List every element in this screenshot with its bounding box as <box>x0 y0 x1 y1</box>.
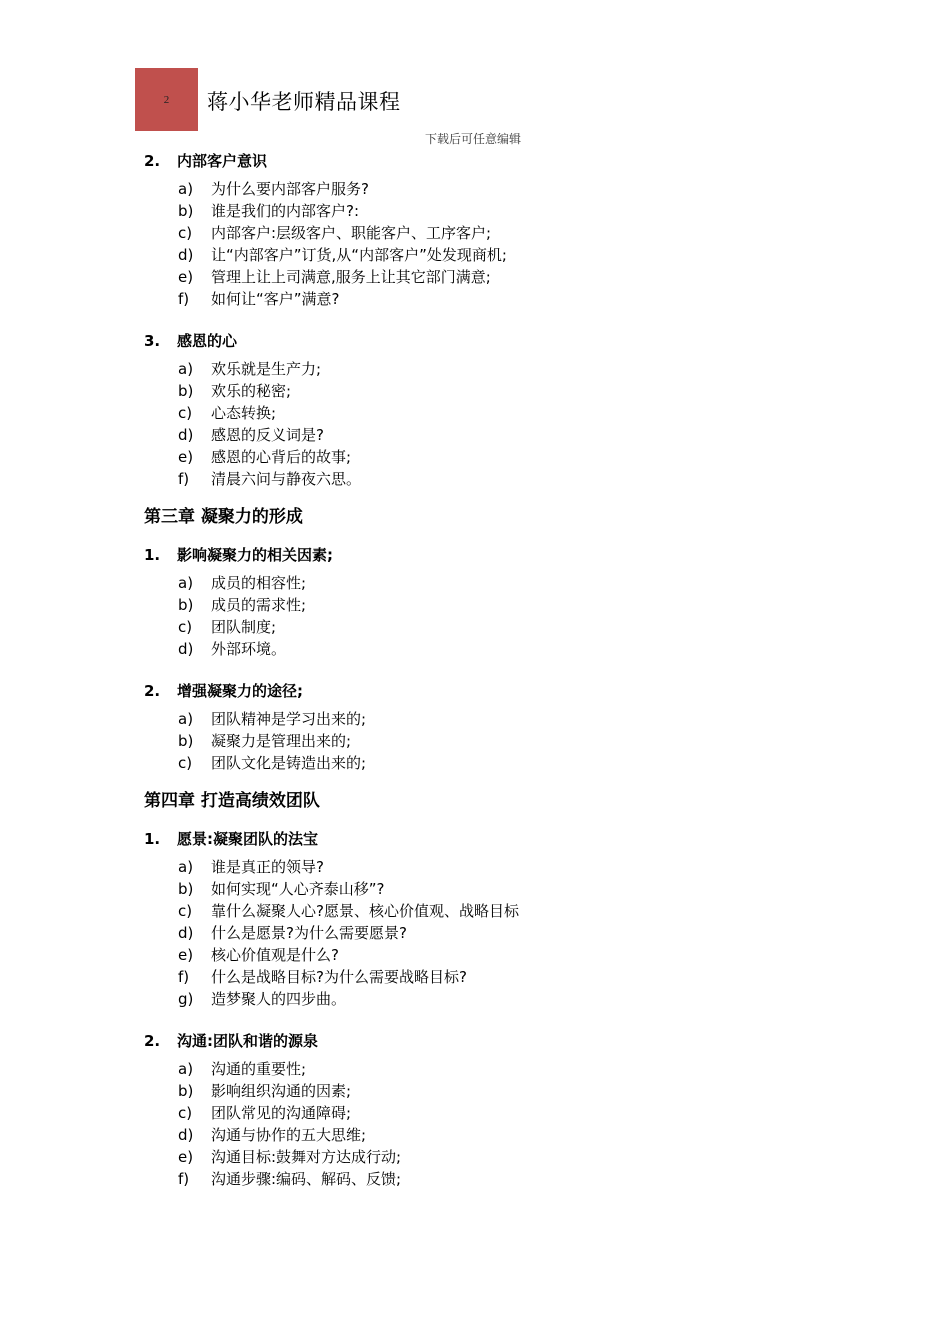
item-text: 团队精神是学习出来的; <box>211 710 367 728</box>
section-number: 1. <box>144 546 161 564</box>
section <box>144 330 864 490</box>
list-item <box>178 900 864 922</box>
item-marker: f) <box>178 470 190 488</box>
list-item <box>178 380 864 402</box>
item-marker: e) <box>178 946 194 964</box>
item-text: 感恩的心背后的故事; <box>211 448 352 466</box>
item-text: 成员的相容性; <box>211 574 307 592</box>
item-text: 靠什么凝聚人心?愿景、核心价值观、战略目标 <box>211 902 519 920</box>
page-number-badge <box>135 68 198 131</box>
list-item <box>178 752 864 774</box>
item-marker: b) <box>178 732 194 750</box>
item-text: 管理上让上司满意,服务上让其它部门满意; <box>211 268 491 286</box>
item-text: 影响组织沟通的因素; <box>211 1082 352 1100</box>
list-item <box>178 708 864 730</box>
item-text: 什么是战略目标?为什么需要战略目标? <box>211 968 467 986</box>
item-marker: e) <box>178 448 194 466</box>
section <box>144 680 864 774</box>
item-marker: d) <box>178 1126 194 1144</box>
section-title-text: 影响凝聚力的相关因素; <box>177 546 333 564</box>
item-marker: c) <box>178 1104 193 1122</box>
list-item <box>178 402 864 424</box>
list-item <box>178 730 864 752</box>
spacer <box>144 490 864 504</box>
section-number: 1. <box>144 830 161 848</box>
list-item <box>178 944 864 966</box>
item-text: 心态转换; <box>211 404 277 422</box>
item-marker: e) <box>178 1148 194 1166</box>
item-text: 感恩的反义词是? <box>211 426 324 444</box>
list-item <box>178 922 864 944</box>
item-text: 内部客户:层级客户、职能客户、工序客户; <box>211 224 492 242</box>
section-title <box>144 330 864 352</box>
item-marker: c) <box>178 404 193 422</box>
course-title: 蒋小华老师精品课程 <box>207 90 401 114</box>
item-marker: b) <box>178 880 194 898</box>
section-title <box>144 1030 864 1052</box>
section <box>144 1030 864 1190</box>
item-marker: a) <box>178 1060 194 1078</box>
item-marker: d) <box>178 640 194 658</box>
list-item <box>178 1058 864 1080</box>
item-text: 团队制度; <box>211 618 277 636</box>
list-item <box>178 1146 864 1168</box>
item-text: 核心价值观是什么? <box>211 946 339 964</box>
item-marker: b) <box>178 1082 194 1100</box>
list-item <box>178 446 864 468</box>
item-marker: b) <box>178 202 194 220</box>
item-text: 团队常见的沟通障碍; <box>211 1104 352 1122</box>
list-item <box>178 468 864 490</box>
section <box>144 828 864 1010</box>
spacer <box>144 660 864 680</box>
item-marker: c) <box>178 902 193 920</box>
item-list <box>144 358 864 490</box>
item-marker: e) <box>178 268 194 286</box>
edit-note: 下载后可任意编辑 <box>425 132 522 146</box>
item-list <box>144 708 864 774</box>
item-marker: c) <box>178 224 193 242</box>
item-text: 造梦聚人的四步曲。 <box>211 990 347 1008</box>
item-marker: c) <box>178 618 193 636</box>
section-title <box>144 150 864 172</box>
section-title-text: 沟通:团队和谐的源泉 <box>177 1032 318 1050</box>
item-marker: a) <box>178 858 194 876</box>
list-item <box>178 222 864 244</box>
item-marker: f) <box>178 968 190 986</box>
item-text: 让“内部客户”订货,从“内部客户”处发现商机; <box>211 246 507 264</box>
item-marker: f) <box>178 290 190 308</box>
list-item <box>178 572 864 594</box>
spacer <box>144 530 864 544</box>
list-item <box>178 266 864 288</box>
item-text: 清晨六问与静夜六思。 <box>211 470 362 488</box>
item-text: 沟通的重要性; <box>211 1060 307 1078</box>
list-item <box>178 200 864 222</box>
list-item <box>178 178 864 200</box>
list-item <box>178 1168 864 1190</box>
item-marker: b) <box>178 382 194 400</box>
list-item <box>178 288 864 310</box>
item-list <box>144 572 864 660</box>
section-number: 2. <box>144 682 161 700</box>
list-item <box>178 244 864 266</box>
item-text: 团队文化是铸造出来的; <box>211 754 367 772</box>
section-title-text: 内部客户意识 <box>177 152 268 170</box>
item-marker: d) <box>178 246 194 264</box>
item-marker: f) <box>178 1170 190 1188</box>
list-item <box>178 638 864 660</box>
section-title <box>144 680 864 702</box>
item-text: 欢乐就是生产力; <box>211 360 322 378</box>
section-title-text: 感恩的心 <box>177 332 238 350</box>
list-item <box>178 856 864 878</box>
section-title-text: 愿景:凝聚团队的法宝 <box>177 830 318 848</box>
page-number: 2 <box>163 93 170 106</box>
list-item <box>178 966 864 988</box>
list-item <box>178 878 864 900</box>
section <box>144 544 864 660</box>
item-text: 如何让“客户”满意? <box>211 290 340 308</box>
section <box>144 150 864 310</box>
item-marker: b) <box>178 596 194 614</box>
spacer <box>144 814 864 828</box>
item-text: 谁是我们的内部客户?: <box>211 202 360 220</box>
item-list <box>144 178 864 310</box>
item-text: 沟通步骤:编码、解码、反馈; <box>211 1170 402 1188</box>
section-number: 2. <box>144 152 161 170</box>
list-item <box>178 1124 864 1146</box>
item-text: 外部环境。 <box>211 640 287 658</box>
item-marker: a) <box>178 180 194 198</box>
spacer <box>144 310 864 330</box>
item-marker: d) <box>178 426 194 444</box>
item-text: 欢乐的秘密; <box>211 382 292 400</box>
list-item <box>178 358 864 380</box>
item-list <box>144 856 864 1010</box>
item-text: 成员的需求性; <box>211 596 307 614</box>
item-marker: a) <box>178 360 194 378</box>
item-text: 沟通目标:鼓舞对方达成行动; <box>211 1148 402 1166</box>
section-title <box>144 828 864 850</box>
chapter-heading: 第三章 凝聚力的形成 <box>144 507 303 527</box>
item-marker: a) <box>178 710 194 728</box>
spacer <box>144 774 864 788</box>
list-item <box>178 988 864 1010</box>
section-number: 3. <box>144 332 161 350</box>
item-list <box>144 1058 864 1190</box>
section-number: 2. <box>144 1032 161 1050</box>
section-title <box>144 544 864 566</box>
item-marker: d) <box>178 924 194 942</box>
list-item <box>178 1102 864 1124</box>
spacer <box>144 1010 864 1030</box>
item-marker: g) <box>178 990 194 1008</box>
document-body <box>144 150 864 1190</box>
list-item <box>178 1080 864 1102</box>
item-marker: c) <box>178 754 193 772</box>
list-item <box>178 616 864 638</box>
item-text: 什么是愿景?为什么需要愿景? <box>211 924 407 942</box>
item-text: 为什么要内部客户服务? <box>211 180 369 198</box>
chapter-heading: 第四章 打造高绩效团队 <box>144 791 320 811</box>
item-text: 如何实现“人心齐泰山移”? <box>211 880 385 898</box>
list-item <box>178 594 864 616</box>
item-text: 谁是真正的领导? <box>211 858 324 876</box>
item-marker: a) <box>178 574 194 592</box>
item-text: 沟通与协作的五大思维; <box>211 1126 367 1144</box>
item-text: 凝聚力是管理出来的; <box>211 732 352 750</box>
section-title-text: 增强凝聚力的途径; <box>177 682 303 700</box>
list-item <box>178 424 864 446</box>
